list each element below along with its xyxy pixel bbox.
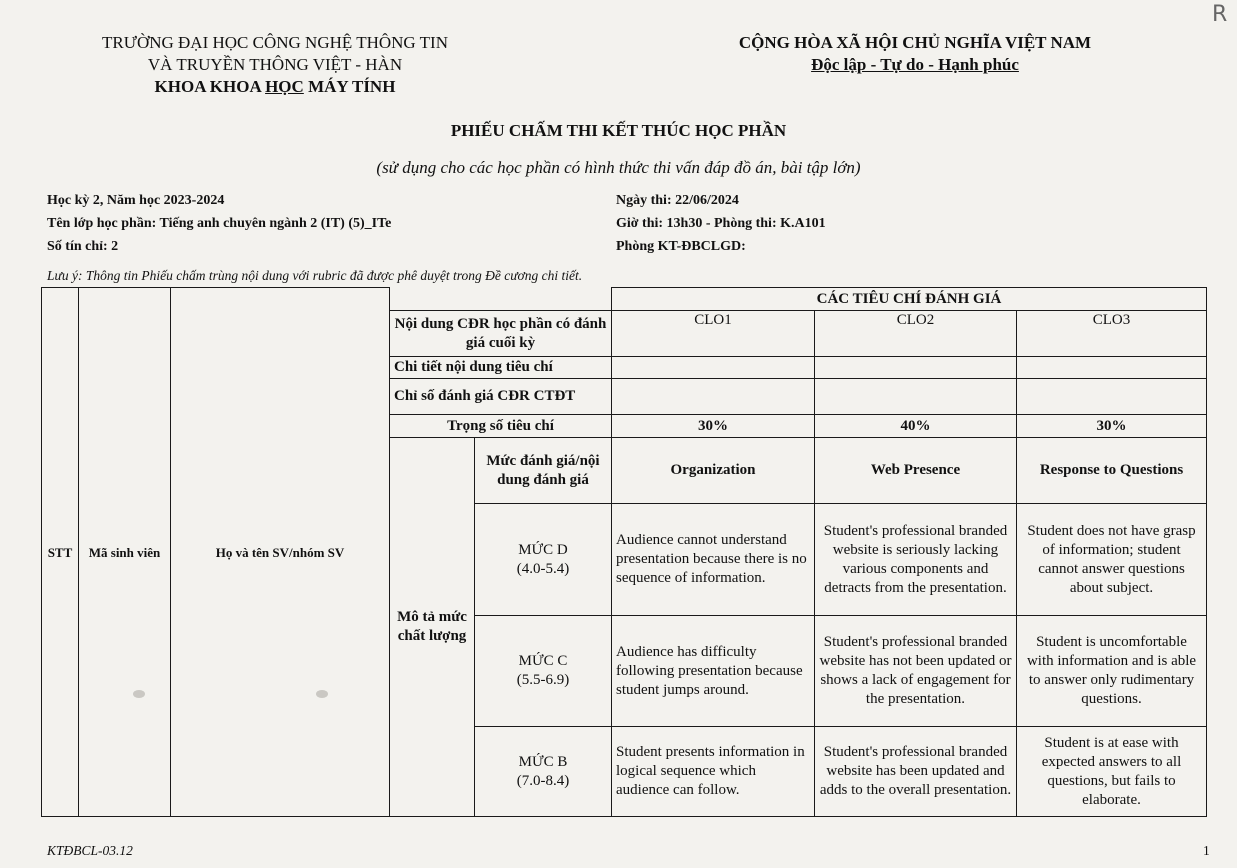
- level-b-organization: Student presents information in logical sequence which audience can follow.: [612, 727, 815, 817]
- institution-line-1: TRƯỜNG ĐẠI HỌC CÔNG NGHỆ THÔNG TIN: [102, 33, 448, 52]
- document-title: PHIẾU CHẤM THI KẾT THÚC HỌC PHẦN: [450, 121, 787, 140]
- level-c-response: Student is uncomfortable with information and is able to answer only rudimentary questions.: [1017, 616, 1207, 727]
- program-index-clo3: [1017, 379, 1207, 415]
- page-number: 1: [1203, 843, 1210, 858]
- weight-clo3: 30%: [1017, 415, 1207, 438]
- level-d-cell: [475, 504, 612, 616]
- clo-content-label: Nội dung CĐR học phần có đánh giá cuối kỳ: [390, 311, 612, 357]
- level-header: Mức đánh giá/nội dung đánh giá: [475, 438, 612, 504]
- handwritten-mark: R: [1212, 2, 1228, 27]
- rubric-note: Lưu ý: Thông tin Phiếu chấm trùng nội dung với rubric đã được phê duyệt trong Đề cương chi tiết.: [47, 268, 583, 283]
- national-title: CỘNG HÒA XÃ HỘI CHỦ NGHĨA VIỆT NAM: [738, 33, 1092, 52]
- program-index-clo2: [815, 379, 1017, 415]
- institution-header: [60, 32, 490, 98]
- credits-info: Số tín chỉ: 2: [47, 239, 119, 254]
- criterion-organization: Organization: [612, 438, 815, 504]
- level-c-name: MỨC C: [518, 653, 568, 669]
- level-c-cell: [475, 616, 612, 727]
- faculty-name-part-2: HỌC: [265, 77, 304, 96]
- exam-date-info: Ngày thi: 22/06/2024: [616, 193, 739, 208]
- criteria-detail-label: Chi tiết nội dung tiêu chí: [390, 357, 612, 379]
- criteria-detail-clo1: [612, 357, 815, 379]
- faculty-name-part-3: MÁY TÍNH: [303, 77, 396, 96]
- criteria-detail-clo2: [815, 357, 1017, 379]
- course-info: [47, 189, 391, 258]
- quality-description-label: Mô tả mức chất lượng: [390, 438, 475, 817]
- level-d-organization: Audience cannot understand presentation because there is no sequence of information.: [612, 504, 815, 616]
- blank-cell: [390, 288, 612, 311]
- student-name-header: Họ và tên SV/nhóm SV: [171, 288, 390, 817]
- office-info: Phòng KT-ĐBCLGD:: [616, 239, 746, 254]
- rubric-table: [41, 287, 1207, 817]
- level-d-range: (4.0-5.4): [516, 560, 570, 577]
- level-b-name: MỨC B: [518, 753, 568, 770]
- program-index-label: Chỉ số đánh giá CĐR CTĐT: [390, 379, 612, 415]
- faculty-name-part-1: KHOA KHOA: [154, 77, 266, 96]
- institution-line-2: VÀ TRUYỀN THÔNG VIỆT - HÀN: [147, 55, 403, 74]
- criterion-web-presence: Web Presence: [815, 438, 1017, 504]
- level-d-response: Student does not have grasp of information; student cannot answer questions about subject.: [1017, 504, 1207, 616]
- exam-time-room-info: Giờ thi: 13h30 - Phòng thi: K.A101: [616, 216, 826, 231]
- form-code: KTĐBCL-03.12: [47, 843, 133, 858]
- criteria-detail-clo3: [1017, 357, 1207, 379]
- document-subtitle: (sử dụng cho các học phần có hình thức thi vấn đáp đồ án, bài tập lớn): [376, 158, 861, 177]
- exam-info: [616, 189, 826, 258]
- level-b-web-presence: Student's professional branded website has been updated and adds to the overall presentation.: [815, 727, 1017, 817]
- national-motto: Độc lập - Tự do - Hạnh phúc: [811, 55, 1019, 74]
- level-d-name: MỨC D: [518, 541, 568, 558]
- clo-3: CLO3: [1017, 311, 1207, 357]
- stt-header: STT: [42, 288, 79, 817]
- student-id-header: Mã sinh viên: [79, 288, 171, 817]
- level-c-organization: Audience has difficulty following presentation because student jumps around.: [612, 616, 815, 727]
- program-index-clo1: [612, 379, 815, 415]
- national-header: [700, 32, 1130, 76]
- class-name-info: Tên lớp học phần: Tiếng anh chuyên ngành 2 (IT) (5)_ITe: [47, 216, 392, 231]
- level-b-range: (7.0-8.4): [516, 772, 570, 789]
- level-b-response: Student is at ease with expected answers to all questions, but fails to elaborate.: [1017, 727, 1207, 817]
- level-d-web-presence: Student's professional branded website is seriously lacking various components and detracts from the presentation.: [815, 504, 1017, 616]
- level-c-web-presence: Student's professional branded website has not been updated or shows a lack of engagement for the presentation.: [815, 616, 1017, 727]
- weight-label: Trọng số tiêu chí: [390, 415, 612, 438]
- criterion-response: Response to Questions: [1017, 438, 1207, 504]
- table-row: [42, 288, 1207, 311]
- level-c-range: (5.5-6.9): [516, 672, 570, 688]
- ink-smudge: [316, 690, 328, 698]
- weight-clo2: 40%: [815, 415, 1017, 438]
- weight-clo1: 30%: [612, 415, 815, 438]
- semester-info: Học kỳ 2, Năm học 2023-2024: [47, 193, 225, 208]
- ink-smudge: [133, 690, 145, 698]
- clo-2: CLO2: [815, 311, 1017, 357]
- clo-1: CLO1: [612, 311, 815, 357]
- level-b-cell: [475, 727, 612, 817]
- criteria-header: CÁC TIÊU CHÍ ĐÁNH GIÁ: [612, 288, 1207, 311]
- faculty-name: [60, 76, 490, 98]
